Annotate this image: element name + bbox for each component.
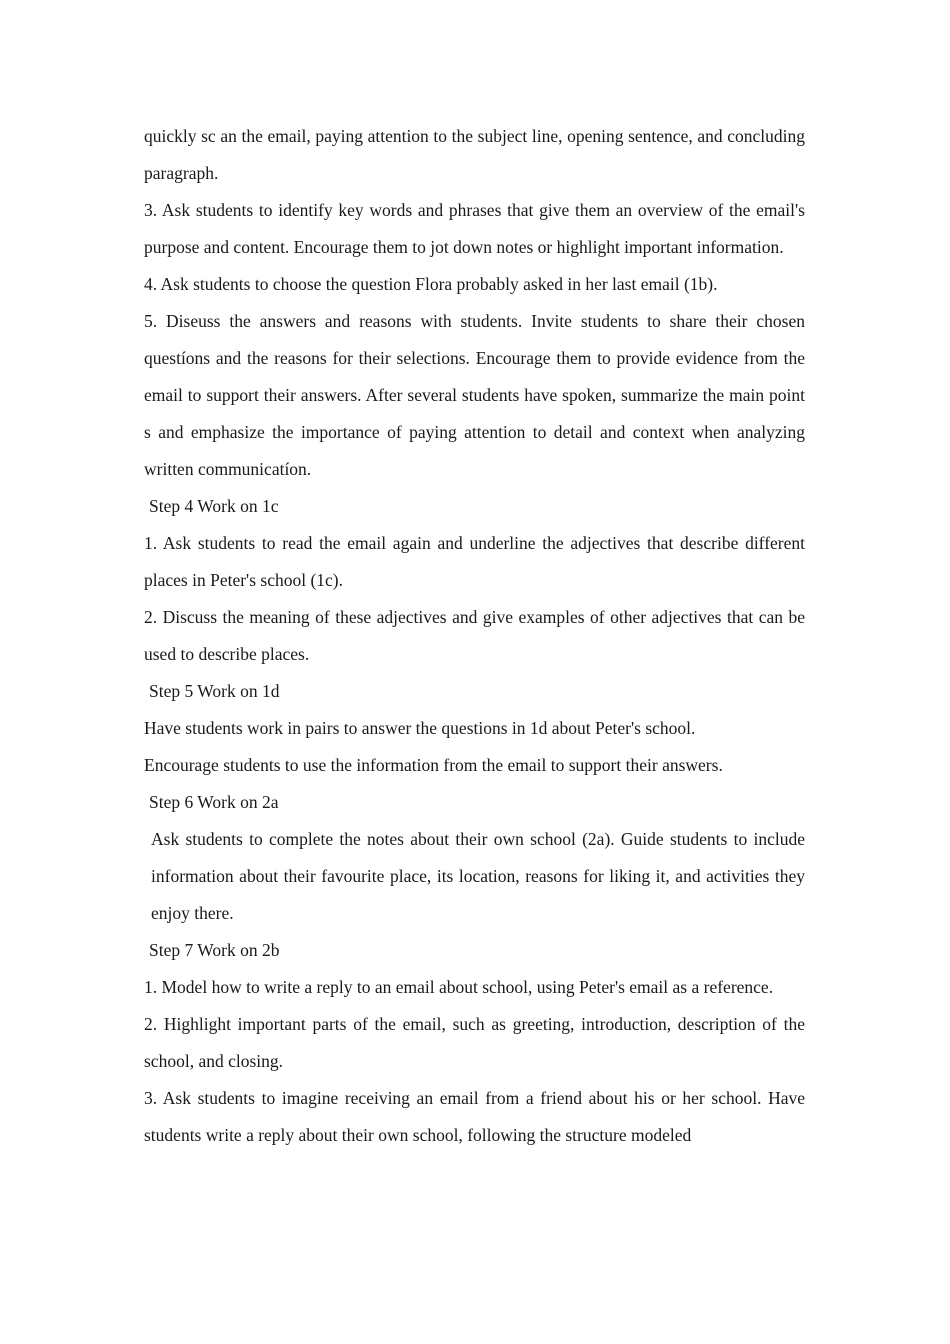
paragraph-step4-item1: 1. Ask students to read the email again and underline the adjectives that describe different places in Peter's school (1c). [144,533,805,590]
heading-step-6: Step 6 Work on 2a [149,792,279,812]
heading-step-5: Step 5 Work on 1d [149,681,280,701]
paragraph-step7-item3: 3. Ask students to imagine receiving an email from a friend about his or her school. Have students write a reply about their own school, following the structure modeled [144,1088,805,1145]
paragraph-step4-item2: 2. Discuss the meaning of these adjectives and give examples of other adjectives that can be used to describe places. [144,607,805,664]
paragraph-step3-item3: 3. Ask students to identify key words and phrases that give them an overview of the email's purpose and content. Encourage them to jot down notes or highlight important information. [144,200,805,257]
heading-step-4: Step 4 Work on 1c [149,496,279,516]
paragraph-scan-email: quickly sc an the email, paying attention to the subject line, opening sentence, and concluding paragraph. [144,126,805,183]
paragraph-step3-item5: 5. Diseuss the answers and reasons with students. Invite students to share their chosen questíons and the reasons for their selections. Encourage them to provide evidence from the email to support their answers. After several students have spoken, summarize the main point s and emphasize the importance of paying attention to detail and context when analyzing written communicatíon. [144,311,805,479]
paragraph-step6-notes: Ask students to complete the notes about their own school (2a). Guide students to include information about their favourite place, its location, reasons for liking it, and activities they enjoy there. [151,829,805,923]
paragraph-step7-item2: 2. Highlight important parts of the email, such as greeting, introduction, description of the school, and closing. [144,1014,805,1071]
paragraph-step5-pairs: Have students work in pairs to answer the questions in 1d about Peter's school. [144,718,696,738]
paragraph-step5-evidence: Encourage students to use the information from the email to support their answers. [144,755,723,775]
document-page [144,118,805,1154]
paragraph-step7-item1: 1. Model how to write a reply to an email about school, using Peter's email as a reference. [144,977,774,997]
paragraph-step3-item4: 4. Ask students to choose the question Flora probably asked in her last email (1b). [144,274,718,294]
heading-step-7: Step 7 Work on 2b [149,940,280,960]
